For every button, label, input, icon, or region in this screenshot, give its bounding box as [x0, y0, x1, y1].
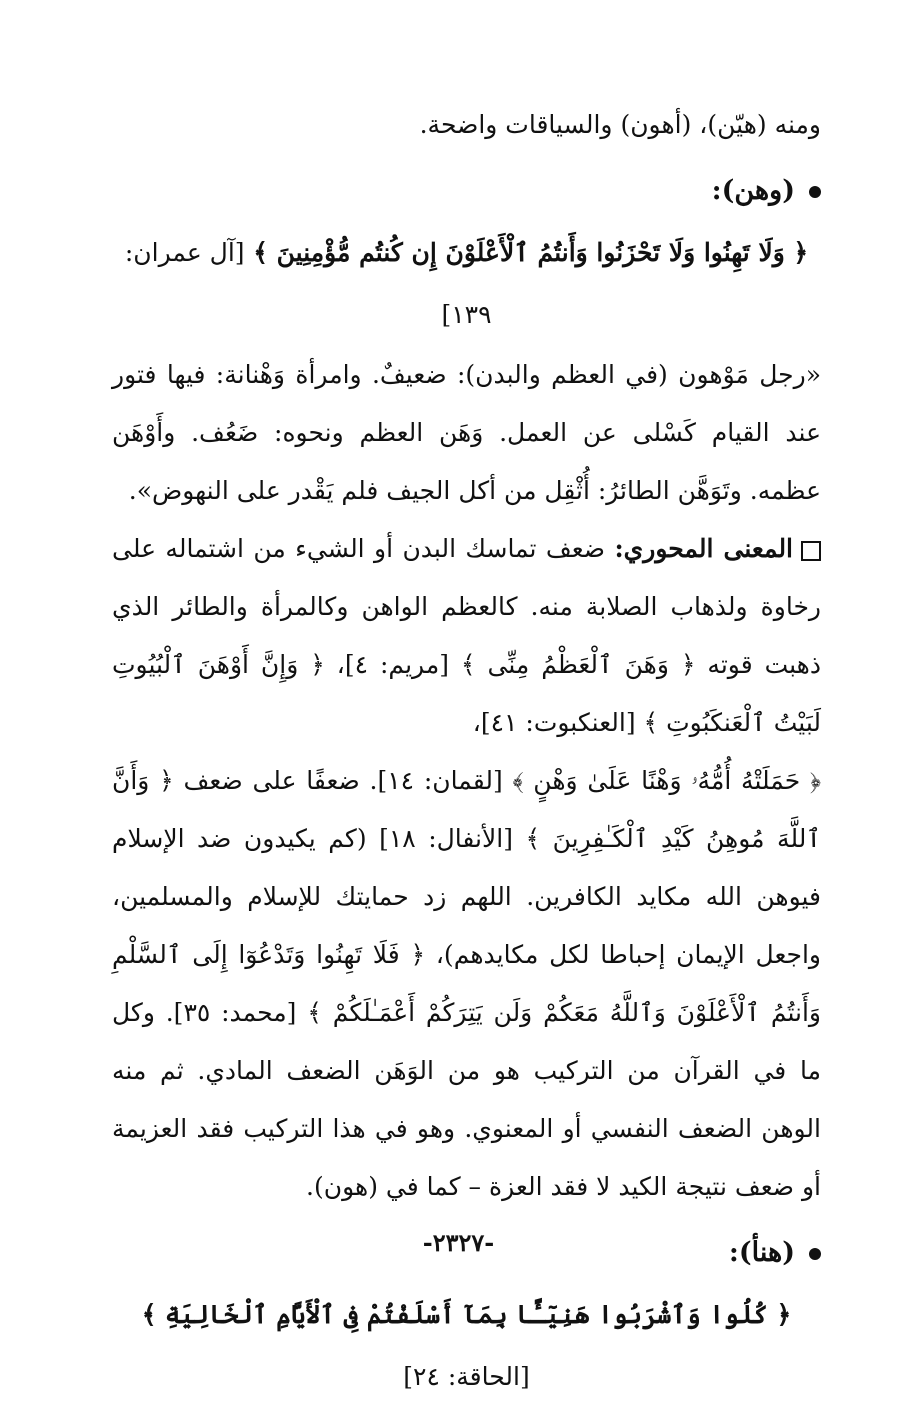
discussion-paragraph: ﴿ حَمَلَتْهُ أُمُّهُۥ وَهْنًا عَلَىٰ وَهْنٍ ﴾ [لقمان: ١٤]. ضعفًا على ضعف ﴿ وَأَنَّ ٱللَّهَ مُوهِنُ كَيْدِ ٱلْكَـٰفِرِينَ ﴾ [الأنفال: ١٨] (كم يكيدون ضد الإسلام فيوهن الله مكايد الكافرين. اللهم زد حمايتك للإسلام والمسلمين، واجعل الإيمان إحباطا لكل مكايدهم)، ﴿ فَلَا تَهِنُوا وَتَدْعُوٓا إِلَى ٱلسَّلْمِ وَأَنتُمُ ٱلْأَعْلَوْنَ وَٱللَّهُ مَعَكُمْ وَلَن يَتِرَكُمْ أَعْمَـٰلَكُمْ ﴾ [محمد: ٣٥]. وكل ما في القرآن من التركيب هو من الوَهَن الضعف المادي. ثم منه الوهن الضعف النفسي أو المعنوي. وهو في هذا التركيب فقد العزيمة أو ضعف نتيجة الكيد لا فقد العزة – كما في (هون). — [112, 766, 822, 1201]
core-meaning-label: المعنى المحوري: — [614, 534, 794, 563]
page-number: -٢٣٢٧- — [422, 1228, 495, 1257]
verse-reference: [الحاقة: ٢٤] — [403, 1362, 530, 1391]
quran-verse-1 — [112, 222, 821, 346]
intro-line: ومنه (هيّن)، (أهون) والسياقات واضحة. — [419, 110, 821, 139]
bullet-icon — [809, 186, 821, 198]
core-meaning-text: ضعف تماسك البدن أو الشيء من اشتماله على رخاوة ولذهاب الصلابة منه. كالعظم الواهن وكالمرأة والطائر الذي ذهبت قوته ﴿ وَهَنَ ٱلْعَظْمُ مِنِّى ﴾ [مريم: ٤]، ﴿ وَإِنَّ أَوْهَنَ ٱلْبُيُوتِ لَبَيْتُ ٱلْعَنكَبُوتِ ﴾ [العنكبوت: ٤١]، — [112, 534, 821, 737]
section-heading-wahn: (وهن): — [112, 160, 821, 222]
verse-text: ﴿ كُلُوا وَٱشْرَبُوا هَنِيٓـًٔا بِمَآ أَسْلَفْتُمْ فِى ٱلْأَيَّامِ ٱلْخَالِيَةِ ﴾ — [141, 1300, 792, 1329]
verse-text: ﴿ وَلَا تَهِنُوا وَلَا تَحْزَنُوا وَأَنتُمُ ٱلْأَعْلَوْنَ إِن كُنتُم مُّؤْمِنِينَ ﴾ — [253, 238, 809, 267]
quran-verse-2 — [112, 1284, 821, 1408]
section-heading-hana: (هنأ): — [112, 1222, 821, 1284]
square-box-icon — [801, 541, 821, 561]
core-meaning-paragraph — [112, 520, 821, 752]
verse-reference: [آل عمران: ١٣٩] — [124, 238, 492, 329]
definition-paragraph: «رجل مَوْهون (في العظم والبدن): ضعيفٌ. وامرأة وَهْنانة: فيها فتور عند القيام كَسْلى عن العمل. وَهَن العظم ونحوه: ضَعُف. وأَوْهَن عظمه. وتَوَهَّن الطائرُ: أُثْقِل من أكل الجيف فلم يَقْدر على النهوض». — [112, 360, 821, 505]
